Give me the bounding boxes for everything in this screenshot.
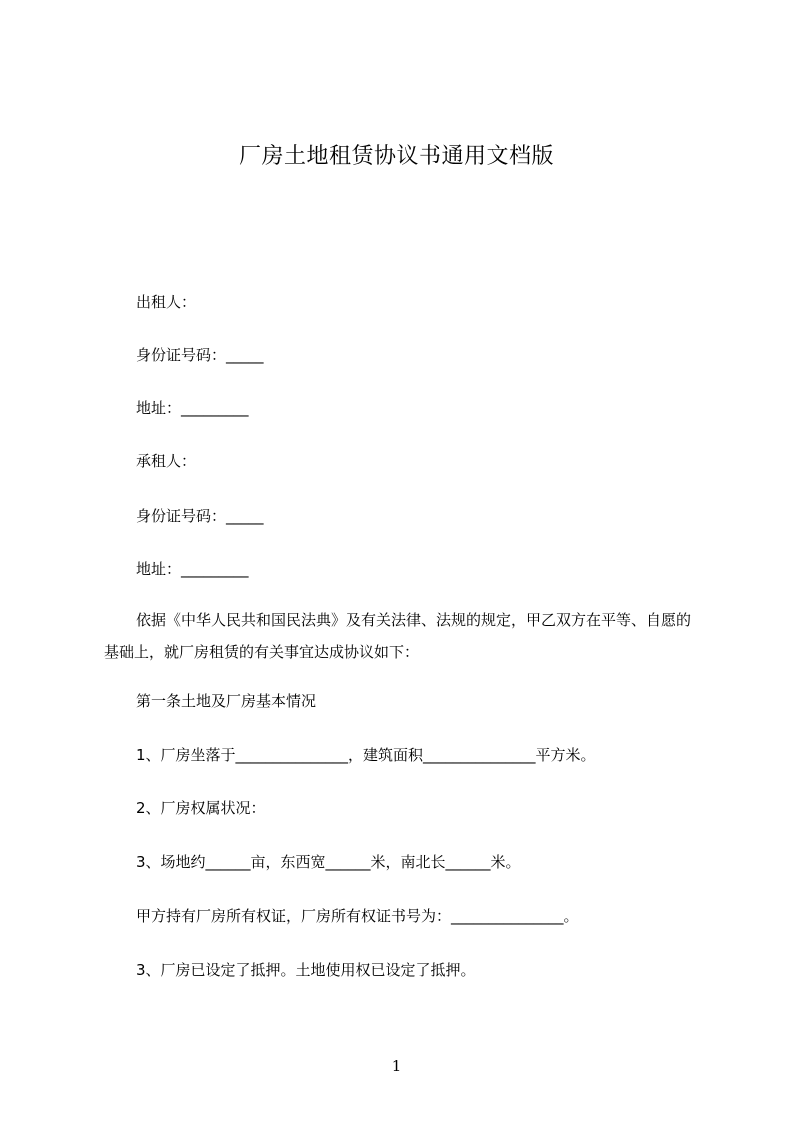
lessee-id-line: 身份证号码：_____ [136, 507, 264, 525]
lessor-id-line: 身份证号码：_____ [136, 346, 264, 364]
document-title: 厂房土地租赁协议书通用文档版 [238, 144, 554, 169]
ownership-certificate-line: 甲方持有厂房所有权证，厂房所有权证书号为：_______________。 [136, 907, 579, 925]
lessee-address-line: 地址：_________ [136, 560, 249, 578]
intro-paragraph: 依据《中华人民共和国民法典》及有关法律、法规的规定，甲乙双方在平等、自愿的基础上，就厂房租赁的有关事宜达成协议如下： [104, 611, 692, 661]
clause-item-3: 3、场地约______亩，东西宽______米，南北长______米。 [136, 853, 521, 871]
page-number: 1 [391, 1057, 402, 1075]
lessee-label: 承租人： [136, 452, 197, 470]
lessor-label: 出租人： [136, 293, 197, 311]
clause-item-1: 1、厂房坐落于_______________，建筑面积_______________平方米。 [136, 746, 596, 764]
clause-item-2: 2、厂房权属状况： [136, 799, 266, 817]
lessor-address-line: 地址：_________ [136, 399, 249, 417]
article-1-heading: 第一条土地及厂房基本情况 [136, 692, 317, 710]
clause-item-3-mortgage: 3、厂房已设定了抵押。土地使用权已设定了抵押。 [136, 961, 476, 979]
